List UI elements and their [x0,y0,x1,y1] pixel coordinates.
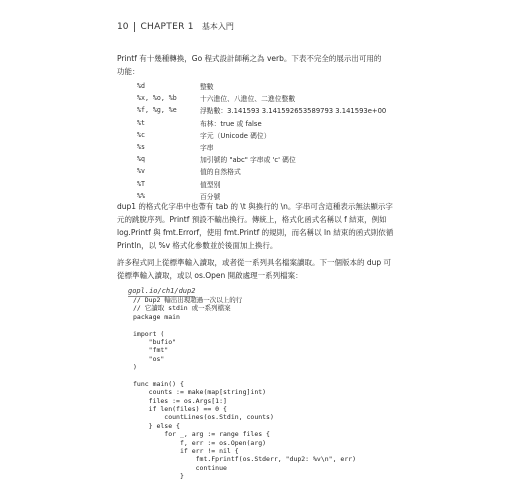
code-line: } else { [133,421,180,430]
code-line [133,372,356,380]
verb-row [137,178,427,190]
code-line: countLines(os.Stdin, counts) [133,413,274,422]
code-line [133,321,356,329]
code-line: import ( [133,329,165,338]
code-line: package main [133,312,180,321]
verb-description: 加引號的 "abc" 字串或 'c' 碼位 [200,156,296,165]
code-listing [133,296,356,481]
code-line: for _, arg := range files { [133,430,270,439]
verb-code: %t [137,118,145,127]
code-line: ) [133,363,137,372]
verb-code: %f, %g, %e [137,106,177,115]
running-header [117,21,234,32]
intro-paragraph [117,52,419,78]
verb-code: %x, %o, %b [137,94,177,103]
header-divider [134,22,135,32]
text-line: dup1 的格式化字串中也帶有 tab 的 \t 與換行的 \n。字串可含這種表示無法顯示字 [117,202,393,211]
code-line: if len(files) == 0 { [133,405,227,414]
verb-code: %s [137,143,145,152]
code-source-label: gopl.io/ch1/dup2 [128,287,196,295]
verb-code: %T [137,179,145,188]
verb-description: 字元（Unicode 碼位） [200,131,271,140]
text-line: Printf 有十幾種轉換，Go 程式設計師稱之為 verb。下表不完全的展示出可用的 [117,54,382,63]
verb-row [137,80,427,92]
verb-description: 十六進位、八進位、二進位整數 [200,95,296,104]
code-line: continue [133,463,227,472]
text-line: 許多程式同上從標準輸入讀取，或者從一系列具名檔案讀取。下一個版本的 dup 可 [117,258,392,267]
verb-row [137,117,427,129]
text-line: Println，以 %v 格式化參數並於後面加上換行。 [117,241,278,250]
verb-description: 百分號 [200,192,221,201]
verb-code: %q [137,155,145,164]
verb-description: 值型別 [200,180,221,189]
text-line: log.Printf 與 fmt.Errorf，使用 fmt.Printf 的規則，而名稱以 ln 結束的函式則依循 [117,228,394,237]
verb-row [137,165,427,177]
text-line: 從標準輸入讀取，或以 os.Open 開啟處理一系列檔案： [117,271,303,280]
verb-description: 浮點數：3.141593 3.141592653589793 3.141593e+00 [200,107,387,116]
dup2-intro-paragraph [117,256,419,282]
verb-code: %c [137,130,145,139]
text-line: 功能： [117,67,140,76]
code-line: // 它讀取 stdin 或一系列檔案 [133,304,231,313]
code-line: fmt.Fprintf(os.Stderr, "dup2: %v\n", err) [133,455,357,464]
verb-row [137,92,427,104]
code-line: files := os.Args[1:] [133,396,227,405]
code-line: counts := make(map[string]int) [133,388,267,397]
verb-code: %v [137,167,145,176]
page-number: 10 [117,21,129,32]
verb-row [137,104,427,116]
verb-row [137,153,427,165]
code-line: "bufio" [133,337,177,346]
code-line: } [133,472,184,481]
printf-verb-table [137,80,427,202]
escape-sequence-paragraph [117,200,419,252]
verb-code: %% [137,191,145,200]
verb-description: 整數 [200,83,214,92]
code-line: // Dup2 輸出出現超過一次以上的行 [133,296,243,304]
text-line: 元的跳脫序列。Printf 預設不輸出換行。傳統上，格式化函式名稱以 f 結束，例如 [117,215,387,224]
code-line: if err != nil { [133,447,239,456]
verb-code: %d [137,82,145,91]
verb-row [137,129,427,141]
verb-description: 字串 [200,144,214,153]
code-line: func main() { [133,379,184,388]
code-line: "os" [133,354,165,363]
code-line: f, err := os.Open(arg) [133,438,267,447]
verb-description: 值的自然格式 [200,168,241,177]
code-line: "fmt" [133,346,169,355]
verb-description: 布林：true 或 false [200,119,262,128]
chapter-title: 基本入門 [201,22,234,31]
verb-row [137,141,427,153]
chapter-label: CHAPTER 1 [140,21,194,32]
